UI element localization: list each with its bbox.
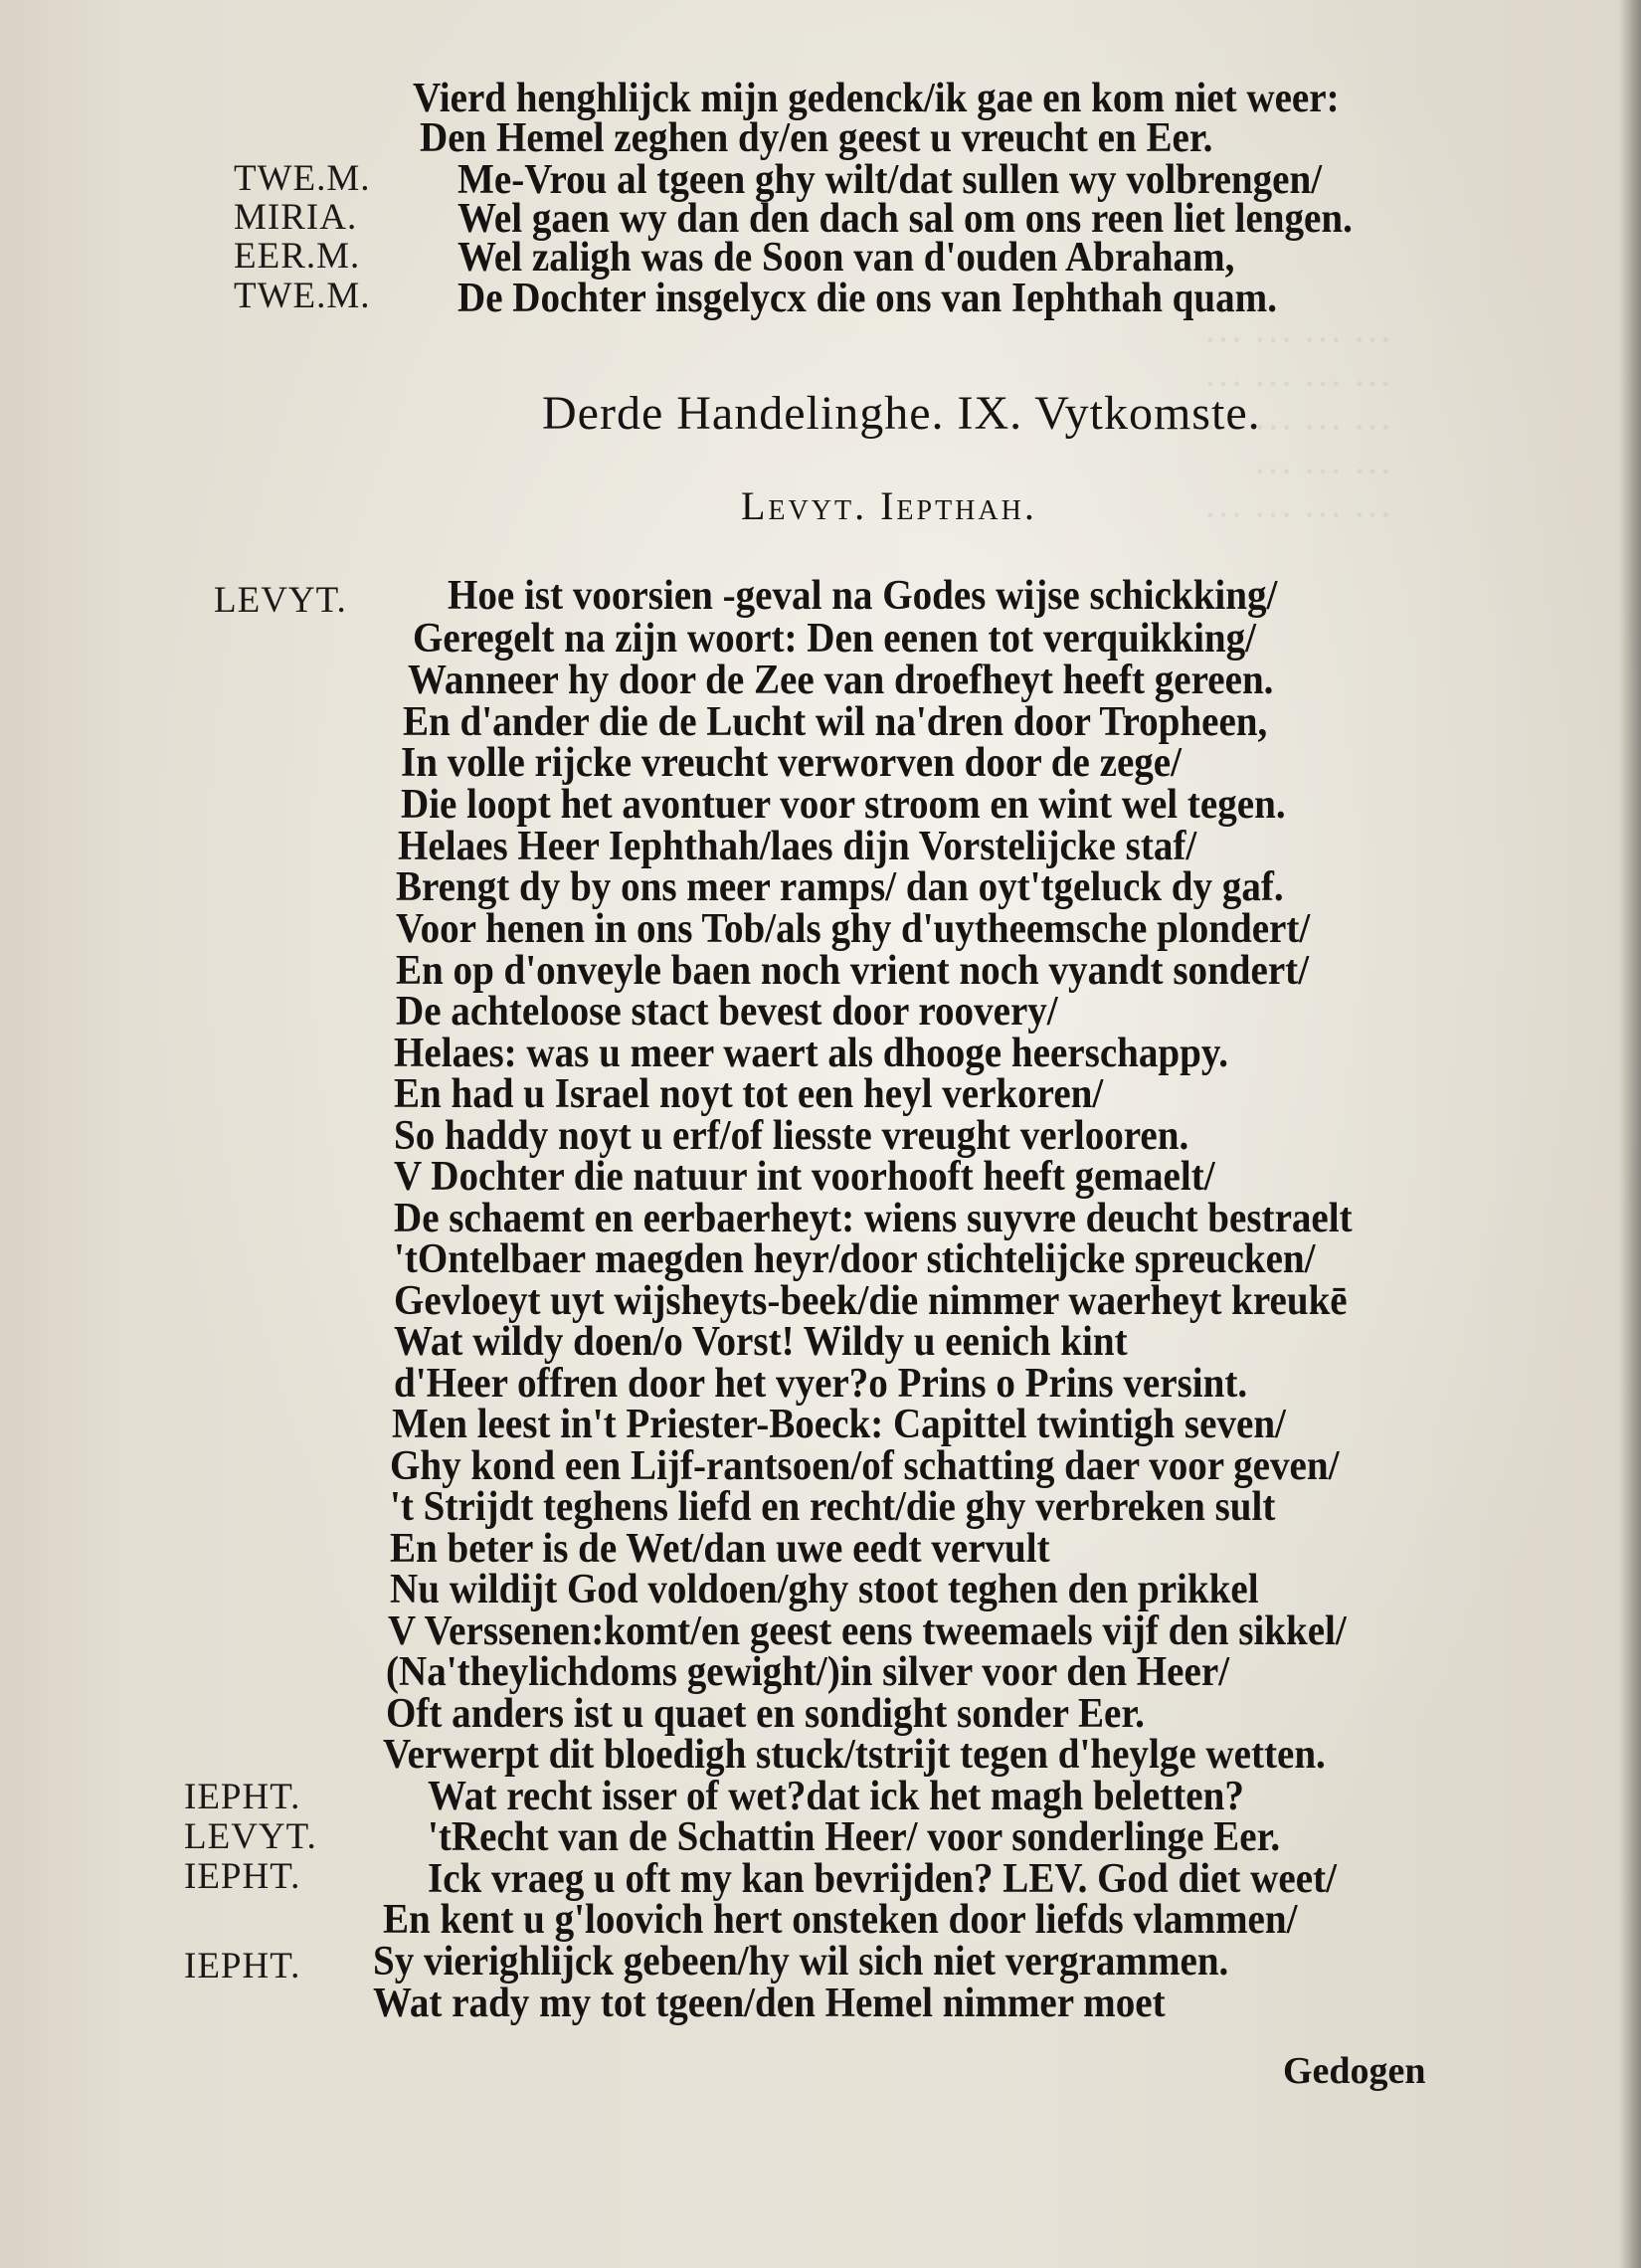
verse-line: 'tOntelbaer maegden heyr/door stichtelijcke spreucken/	[394, 1236, 1316, 1282]
verse-line: Wel gaen wy dan den dach sal om ons reen liet lengen.	[457, 196, 1353, 242]
verse-line: Helaes Heer Iephthah/laes dijn Vorstelijcke staf/	[398, 824, 1197, 869]
verse-line: En beter is de Wet/dan uwe eedt vervult	[390, 1526, 1050, 1572]
verse-line: 'tRecht van de Schattin Heer/ voor sonderlinge Eer.	[428, 1814, 1281, 1860]
verse-line: Geregelt na zijn woort: Den eenen tot verquikking/	[413, 616, 1257, 662]
verse-line: (Na'theylichdoms gewight/)in silver voor den Heer/	[386, 1649, 1230, 1695]
verse-line: 't Strijdt teghens liefd en recht/die ghy verbreken sult	[390, 1484, 1276, 1530]
speaker-label: LEVYT.	[184, 1816, 317, 1857]
verse-line: Die loopt het avontuer voor stroom en wint wel tegen.	[401, 782, 1286, 828]
verse-line: Me-Vrou al tgeen ghy wilt/dat sullen wy volbrengen/	[457, 157, 1323, 203]
verse-line: Vierd henghlijck mijn gedenck/ik gae en kom niet weer:	[413, 76, 1340, 121]
verse-line: En op d'onveyle baen noch vrient noch vyandt sondert/	[396, 948, 1310, 994]
verse-line: Hoe ist voorsien -geval na Godes wijse schickking/	[448, 573, 1278, 619]
page-edge-shadow	[1619, 0, 1641, 2268]
verse-line: Oft anders ist u quaet en sondight sonder Eer.	[386, 1691, 1145, 1737]
speaker-label: TWE.M.	[234, 276, 371, 316]
verse-line: Men leest in't Priester-Boeck: Capittel twintigh seven/	[392, 1402, 1286, 1447]
verse-line: Wat wildy doen/o Vorst! Wildy u eenich kint	[394, 1319, 1128, 1365]
verse-line: En had u Israel noyt tot een heyl verkoren/	[394, 1071, 1104, 1117]
verse-line: Ghy kond een Lijf-rantsoen/of schatting daer voor geven/	[390, 1443, 1340, 1489]
speaker-label: IEPHT.	[184, 1777, 301, 1817]
verse-line: V Verssenen:komt/en geest eens tweemaels vijf den sikkel/	[388, 1608, 1347, 1654]
verse-line: En d'ander die de Lucht wil na'dren door Tropheen,	[403, 699, 1268, 745]
verse-line: Wanneer hy door de Zee van droefheyt heeft gereen.	[408, 658, 1274, 703]
verse-line: Brengt dy by ons meer ramps/ dan oyt'tgeluck dy gaf.	[396, 864, 1284, 910]
act-heading: Derde Handelinghe. IX. Vytkomste.	[542, 387, 1261, 440]
bleed-through-text: ··· ··· ··· ··· ··· ··· ··· ··· ··· ··· ··· ··· ··· ··· ··· ··· ··· ··· ···	[1203, 317, 1392, 537]
persons-heading: Levyt. Iepthah.	[741, 483, 1037, 528]
verse-line: De schaemt en eerbaerheyt: wiens suyvre deucht bestraelt	[394, 1196, 1353, 1241]
verse-line: Den Hemel zeghen dy/en geest u vreucht en Eer.	[420, 115, 1213, 161]
verse-line: Gevloeyt uyt wijsheyts-beek/die nimmer waerheyt kreukē	[394, 1278, 1348, 1324]
speaker-label: IEPHT.	[184, 1946, 301, 1986]
speaker-label: EER.M.	[234, 236, 361, 277]
verse-line: En kent u g'loovich hert onsteken door liefds vlammen/	[383, 1897, 1298, 1943]
verse-line: Ick vraeg u oft my kan bevrijden? LEV. God diet weet/	[428, 1856, 1337, 1902]
speaker-label: IEPHT.	[184, 1856, 301, 1897]
verse-line: Verwerpt dit bloedigh stuck/tstrijt tegen d'heylge wetten.	[383, 1732, 1326, 1778]
verse-line: Wel zaligh was de Soon van d'ouden Abraham,	[457, 235, 1235, 281]
verse-line: Wat rady my tot tgeen/den Hemel nimmer moet	[373, 1981, 1166, 2026]
verse-line: In volle rijcke vreucht verworven door de zege/	[401, 740, 1183, 786]
verse-line: Helaes: was u meer waert als dhooge heerschappy.	[394, 1031, 1228, 1076]
verse-line: De Dochter insgelycx die ons van Iephthah quam.	[457, 276, 1277, 321]
verse-line: Wat recht isser of wet?dat ick het magh beletten?	[428, 1774, 1244, 1819]
verse-line: d'Heer offren door het vyer?o Prins o Prins versint.	[394, 1361, 1248, 1407]
verse-line: Sy vierighlijck gebeen/hy wil sich niet vergrammen.	[373, 1939, 1229, 1984]
speaker-label: TWE.M.	[234, 158, 371, 199]
verse-line: De achteloose stact bevest door roovery/	[396, 989, 1058, 1035]
verse-line: V Dochter die natuur int voorhooft heeft gemaelt/	[394, 1154, 1215, 1200]
catchword: Gedogen	[1283, 2050, 1426, 2092]
verse-line: Voor henen in ons Tob/als ghy d'uytheemsche plondert/	[396, 906, 1311, 952]
verse-line: So haddy noyt u erf/of liesste vreught verlooren.	[394, 1113, 1189, 1159]
speaker-label: MIRIA.	[234, 197, 358, 238]
verse-line: Nu wildijt God voldoen/ghy stoot teghen den prikkel	[390, 1567, 1259, 1612]
speaker-label: LEVYT.	[214, 580, 347, 621]
